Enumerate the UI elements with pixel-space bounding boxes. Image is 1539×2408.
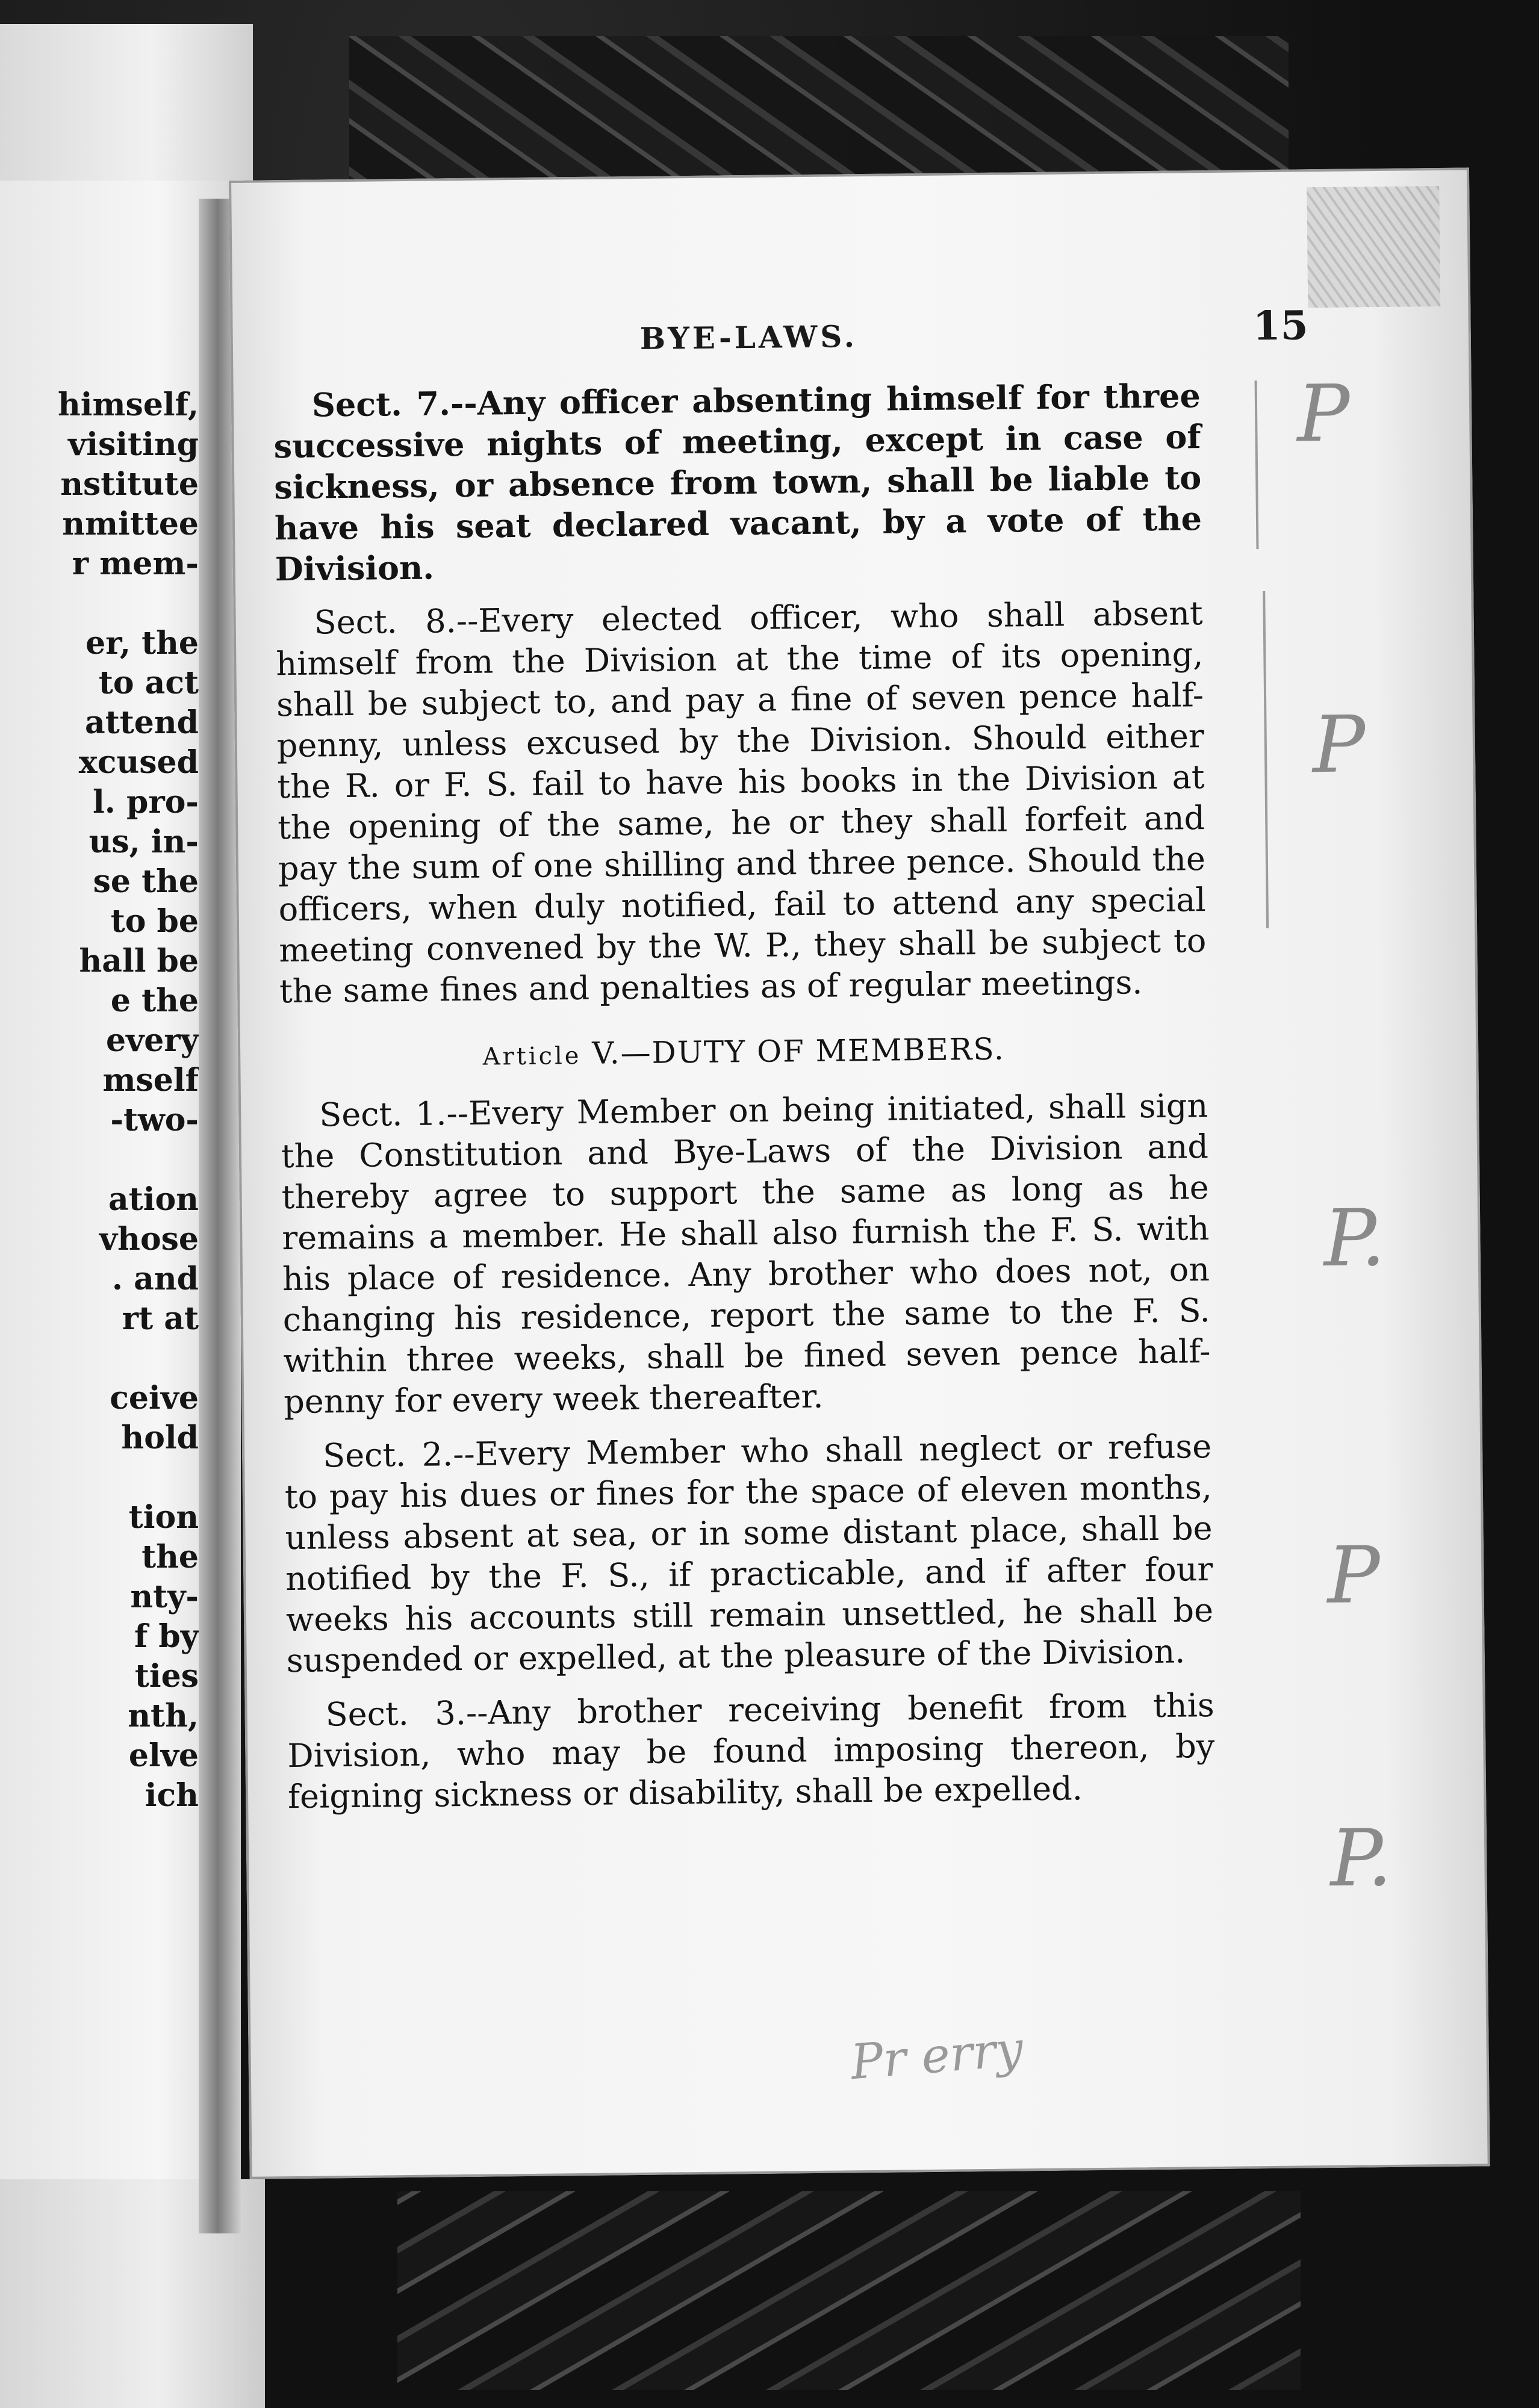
left-page-fragment-line: nty- xyxy=(130,1578,199,1615)
left-page-fragment-line: e the xyxy=(110,982,199,1019)
left-page-fragment-line: visiting xyxy=(68,426,199,463)
left-page-fragment-line: f by xyxy=(134,1618,199,1655)
section-7-paragraph: Sect. 7.--Any officer absenting himself for three successive nights of meeting, except in case of sickness, or absence from town, shall be liable to have his seat declared vacant, by a vote of the Division. xyxy=(273,376,1202,589)
left-page-fragment-line: vhose xyxy=(99,1221,199,1258)
section-8-paragraph: Sect. 8.--Every elected officer, who shall absent himself from the Division at the time of its opening, shall be subject to, and pay a fine of seven pence half-penny, unless excused by the Division. Should either the R. or F. S. fail to have his books in the Division at the opening of the same, he or they shall forfeit and pay the sum of one shilling and three pence. Should the officers, when duly notified, fail to attend any special meeting convened by the W. P., they shall be subject to the same fines and penalties as of regular meetings. xyxy=(276,594,1207,1011)
left-page-fragment-line: ich xyxy=(145,1777,199,1814)
worn-corner xyxy=(1307,186,1440,308)
left-page-fragment-line: nth, xyxy=(128,1698,199,1734)
left-page-fragment-line: hold xyxy=(121,1420,199,1456)
article-label: Article xyxy=(482,1041,582,1071)
pencil-footer-note: Pr erry xyxy=(848,2020,1025,2091)
left-page-fragment-line: himself, xyxy=(57,386,199,423)
running-head: BYE-LAWS. xyxy=(639,318,858,356)
left-page-fragment-line: nmittee xyxy=(62,506,199,542)
pencil-margin-bracket-upper xyxy=(1255,380,1259,549)
left-page-fragment-line: er, the xyxy=(86,625,199,662)
left-page-fragment-line xyxy=(0,584,199,624)
left-page-fragment-line: . and xyxy=(111,1261,199,1297)
pencil-mark-2: P xyxy=(1312,698,1366,791)
left-page-fragment-line xyxy=(0,1140,199,1180)
article-5-section-3-paragraph: Sect. 3.--Any brother receiving benefit from this Division, who may be found imposing thereon, by feigning sickness or disability, shall be expelled. xyxy=(287,1686,1215,1816)
left-page-fragment-line: attend xyxy=(85,704,199,741)
page-body xyxy=(273,375,1216,1831)
left-page-fragment-line: se the xyxy=(93,863,199,900)
left-page-fragment-line: every xyxy=(106,1022,199,1059)
article-title: V.—DUTY OF MEMBERS. xyxy=(592,1031,1006,1071)
left-page-fragment-line xyxy=(0,1339,199,1379)
left-page-fragment-line: l. pro- xyxy=(93,784,199,821)
article-heading xyxy=(280,1026,1208,1079)
left-page-fragment-line: us, in- xyxy=(89,824,199,860)
left-page-fragment-line: tion xyxy=(128,1499,199,1536)
left-page-fragment-line: r mem- xyxy=(72,545,199,582)
marbled-cover-bottom xyxy=(397,2191,1301,2390)
left-page-fragment-line: to be xyxy=(110,903,199,940)
left-page-fragment-line: hall be xyxy=(79,943,199,979)
left-page-text-fragments xyxy=(0,385,199,1816)
left-page-fragment-line xyxy=(0,1458,199,1498)
pencil-mark-3: P. xyxy=(1323,1191,1386,1285)
pencil-mark-5: P. xyxy=(1329,1811,1393,1904)
right-page xyxy=(229,167,1490,2179)
left-page-fragment-line: ation xyxy=(108,1181,199,1218)
left-page-fragment-line: elve xyxy=(128,1737,199,1774)
pencil-mark-4: P xyxy=(1326,1529,1381,1622)
left-page-fragment-line: the xyxy=(141,1539,199,1575)
left-page-fragment-line: -two- xyxy=(110,1102,199,1138)
article-5-section-1-paragraph: Sect. 1.--Every Member on being initiated, shall sign the Constitution and Bye-Laws of the Division and thereby agree to support the same as long as he remains a member. He shall also furnish the F. S. with his place of residence. Any brother who does not, on changing his residence, report the same to the F. S. within three weeks, shall be fined seven pence half-penny for every week thereafter. xyxy=(281,1087,1211,1421)
left-page-fragment-line: ties xyxy=(134,1658,199,1695)
article-5-section-2-paragraph: Sect. 2.--Every Member who shall neglect or refuse to pay his dues or fines for the space of eleven months, unless absent at sea, or in some distant place, shall be notified by the F. S., if practicable, and if after four weeks his accounts still remain unsettled, he shall be suspended or expelled, at the pleasure of the Division. xyxy=(284,1427,1214,1680)
pencil-margin-bracket-lower xyxy=(1263,591,1269,928)
left-page-fragment-line: nstitute xyxy=(60,466,199,503)
left-page-fragment-line: mself xyxy=(102,1062,199,1099)
left-page-fragment-line: xcused xyxy=(78,744,199,781)
page-header xyxy=(230,300,1471,367)
page-number: 15 xyxy=(1252,302,1309,350)
left-page-fragment-line: rt at xyxy=(122,1300,199,1337)
left-page-fragment-line: to act xyxy=(98,665,199,701)
left-page-fragment-line: ceive xyxy=(110,1380,199,1417)
pencil-mark-1: P xyxy=(1296,367,1351,460)
